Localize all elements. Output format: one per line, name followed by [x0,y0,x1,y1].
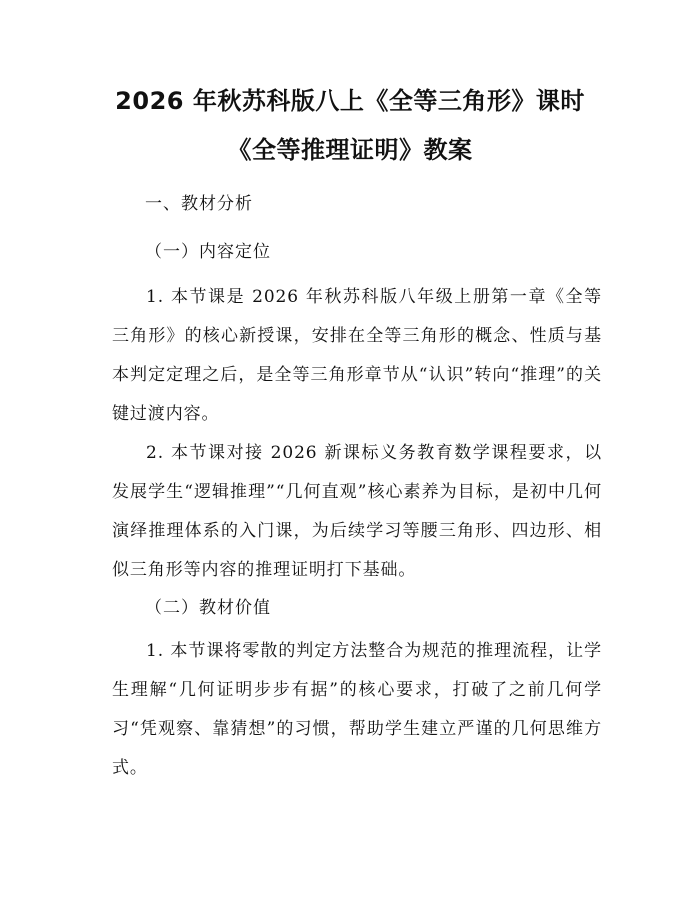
subsection-heading-textbook-value: （二）教材价值 [145,598,271,618]
subsection-heading-content-positioning: （一）内容定位 [145,242,271,262]
paragraph-value-1: 1. 本节课将零散的判定方法整合为规范的推理流程，让学生理解“几何证明步步有据”的核心要求，打破了之前几何学习“凭观察、靠猜想”的习惯，帮助学生建立严谨的几何思维方式。 [112,641,602,778]
document-title-line-2: 《全等推理证明》教案 [227,136,473,164]
section-heading-textbook-analysis: 一、教材分析 [145,194,253,214]
document-title-line-1: 2026 年秋苏科版八上《全等三角形》课时 [115,87,585,115]
paragraph-positioning-1: 1. 本节课是 2026 年秋苏科版八年级上册第一章《全等三角形》的核心新授课，安排在全等三角形的概念、性质与基本判定定理之后，是全等三角形章节从“认识”转向“推理”的关键过渡内容。 [112,287,602,424]
paragraph-positioning-2: 2. 本节课对接 2026 新课标义务教育数学课程要求，以发展学生“逻辑推理”“几何直观”核心素养为目标，是初中几何演绎推理体系的入门课，为后续学习等腰三角形、四边形、相似三角形等内容的推理证明打下基础。 [112,443,602,580]
